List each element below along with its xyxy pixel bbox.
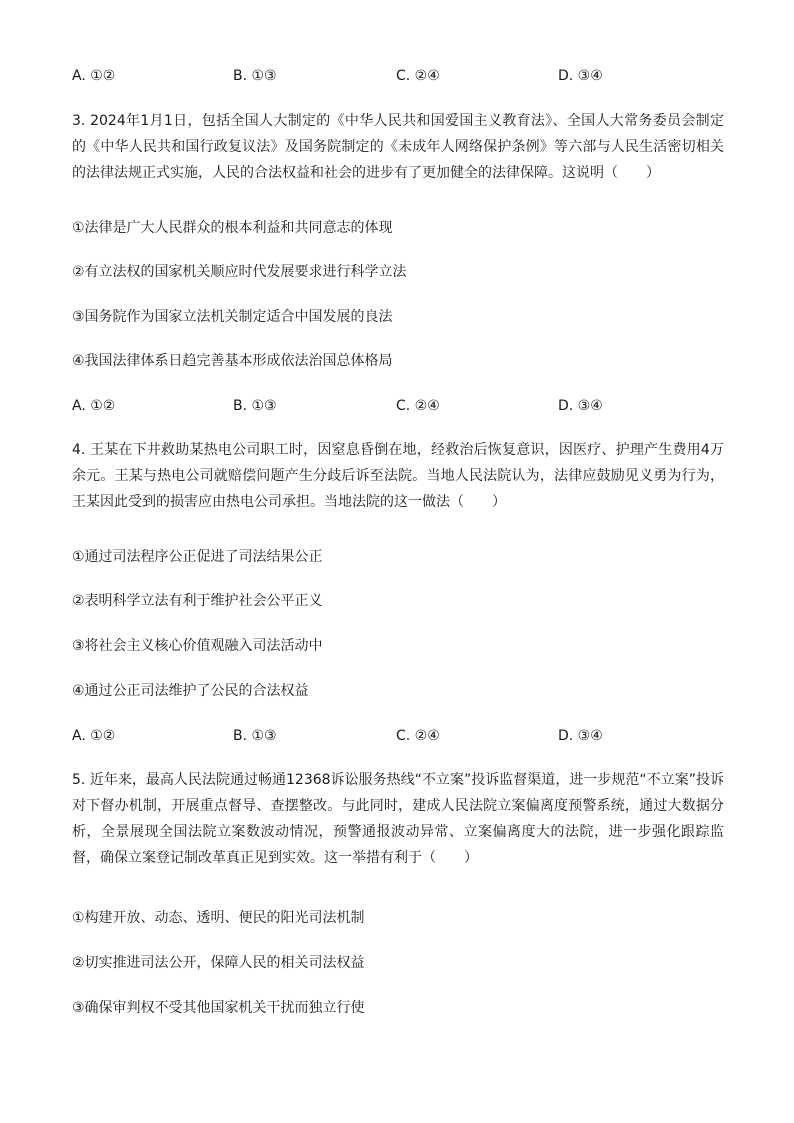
q3-statement-1: ①法律是广大人民群众的根本利益和共同意志的体现	[72, 220, 393, 236]
q3-option-d[interactable]: D. ③④	[558, 398, 603, 414]
q4-option-c[interactable]: C. ②④	[396, 728, 440, 744]
q5-stem: 5. 近年来，最高人民法院通过畅通12368诉讼服务热线“不立案”投诉监督渠道，进一步规范“不立案”投诉对下督办机制，开展重点督导、查摆整改。与此同时，建成人民法院立案偏离度预警系统，通过大数据分析，全景展现全国法院立案数波动情况，预警通报波动异常、立案偏离度大的法院，进一步强化跟踪监督，确保立案登记制改革真正见到实效。这一举措有利于（ ）	[72, 772, 724, 866]
q3-options	[72, 396, 724, 416]
q2-option-a[interactable]: A. ①②	[72, 68, 116, 84]
q3-statement-4: ④我国法律体系日趋完善基本形成依法治国总体格局	[72, 353, 393, 369]
q4-options	[72, 726, 724, 746]
q4-option-b[interactable]: B. ①③	[233, 728, 277, 744]
q4-option-a[interactable]: A. ①②	[72, 728, 116, 744]
q2-option-c[interactable]: C. ②④	[396, 68, 440, 84]
q5-statement-2: ②切实推进司法公开，保障人民的相关司法权益	[72, 955, 365, 971]
q4-statement-2: ②表明科学立法有利于维护社会公平正义	[72, 593, 323, 609]
q3-statement-3: ③国务院作为国家立法机关制定适合中国发展的良法	[72, 309, 393, 325]
q4-stem: 4. 王某在下井救助某热电公司职工时，因窒息昏倒在地，经救治后恢复意识，因医疗、护理产生费用4万余元。王某与热电公司就赔偿问题产生分歧后诉至法院。当地人民法院认为，法律应鼓励见义勇为行为，王某因此受到的损害应由热电公司承担。当地法院的这一做法（ ）	[72, 442, 724, 510]
q4-statement-1: ①通过司法程序公正促进了司法结果公正	[72, 549, 323, 565]
q2-option-d[interactable]: D. ③④	[558, 68, 603, 84]
q2-options	[72, 66, 724, 86]
q2-option-b[interactable]: B. ①③	[233, 68, 277, 84]
q4-statement-4: ④通过公正司法维护了公民的合法权益	[72, 683, 309, 699]
q5-statement-3: ③确保审判权不受其他国家机关干扰而独立行使	[72, 1000, 365, 1016]
q4-option-d[interactable]: D. ③④	[558, 728, 603, 744]
q3-option-b[interactable]: B. ①③	[233, 398, 277, 414]
q3-stem: 3. 2024年1月1日，包括全国人大制定的《中华人民共和国爱国主义教育法》、全国人大常务委员会制定的《中华人民共和国行政复议法》及国务院制定的《未成年人网络保护条例》等六部与人民生活密切相关的法律法规正式实施，人民的合法权益和社会的进步有了更加健全的法律保障。这说明（ ）	[72, 113, 724, 181]
q5-statement-1: ①构建开放、动态、透明、便民的阳光司法机制	[72, 910, 365, 926]
q4-statement-3: ③将社会主义核心价值观融入司法活动中	[72, 638, 323, 654]
q3-option-c[interactable]: C. ②④	[396, 398, 440, 414]
q3-statement-2: ②有立法权的国家机关顺应时代发展要求进行科学立法	[72, 264, 407, 280]
q3-option-a[interactable]: A. ①②	[72, 398, 116, 414]
